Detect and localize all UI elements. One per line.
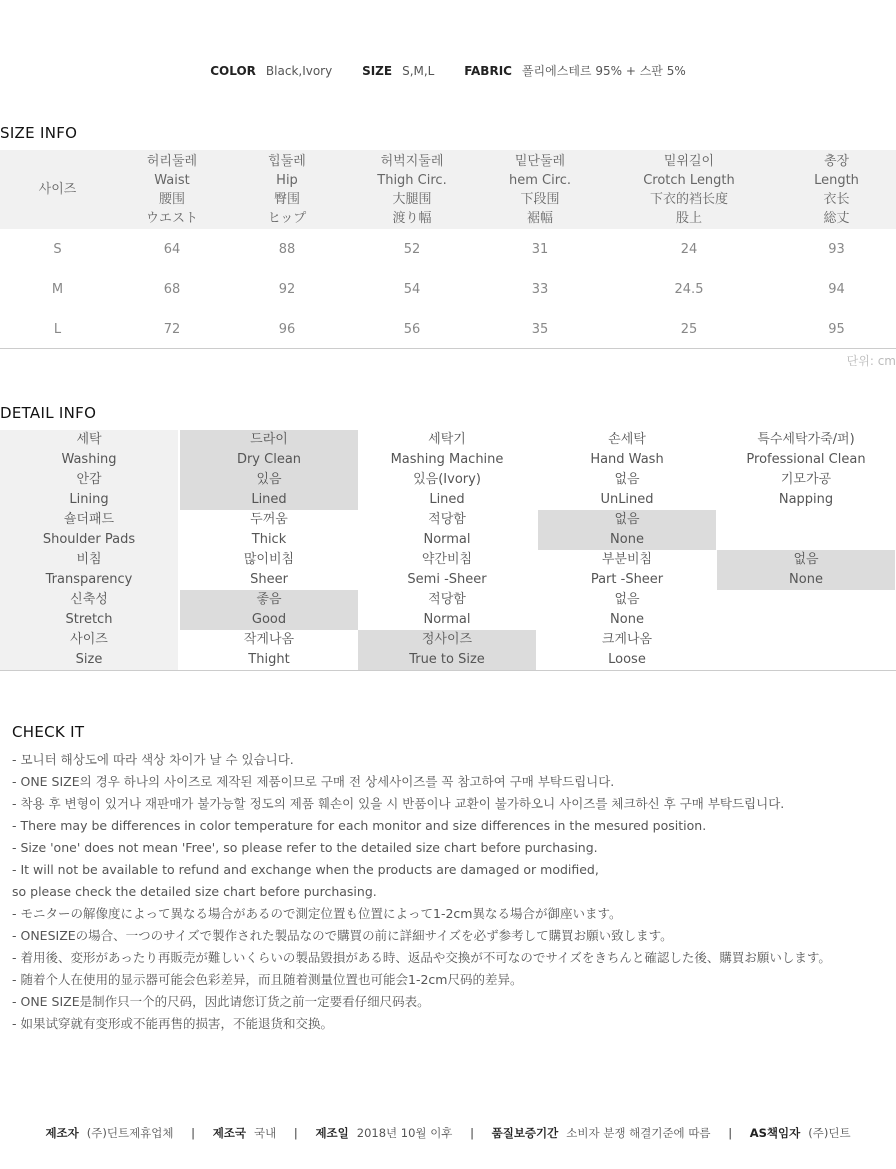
option-en: Loose [608, 652, 646, 667]
option-ko: 없음 [614, 472, 640, 487]
measure-cell: 24 [680, 242, 698, 257]
warranty-value: 소비자 분쟁 해결기준에 따름 [566, 1126, 711, 1140]
option-ko: 약간비침 [421, 552, 473, 567]
header-ko: 허리둘레 [146, 154, 198, 169]
measure-cell: 54 [403, 282, 421, 297]
header-en: hem Circ. [508, 173, 572, 188]
warranty-label: 품질보증기간 [491, 1126, 559, 1140]
option-en: Dry Clean [236, 452, 302, 467]
header-jp: ヒップ [267, 211, 307, 226]
option-en: None [610, 612, 644, 627]
size-table-bottom-line [0, 348, 896, 349]
option-ko: 드라이 [250, 432, 288, 447]
detail-option [358, 430, 536, 470]
label-ko: 숄더패드 [63, 512, 115, 527]
header-ko: 총장 [823, 154, 850, 169]
header-ko: 밑위길이 [663, 154, 715, 169]
check-it-line: - Size 'one' does not mean 'Free', so please refer to the detailed size chart before purchasing. [12, 840, 598, 855]
detail-option [358, 590, 536, 630]
detail-option [180, 630, 358, 670]
header-en: Waist [154, 173, 190, 188]
header-en: Hip [276, 173, 298, 188]
check-it-line: - There may be differences in color temperature for each monitor and size differences in the mesured position. [12, 818, 707, 833]
size-row [0, 269, 896, 309]
date-value: 2018년 10월 이후 [356, 1126, 453, 1140]
label-en: Washing [61, 452, 117, 467]
as-label: AS책임자 [749, 1126, 801, 1140]
measure-cell: 31 [531, 242, 549, 257]
country-value: 국내 [254, 1126, 277, 1140]
measure-cell: 24.5 [674, 282, 704, 297]
fabric-label: FABRIC [464, 64, 512, 78]
option-ko: 두꺼움 [250, 512, 288, 527]
detail-option [180, 510, 358, 550]
option-en: Lined [251, 492, 287, 507]
label-ko: 사이즈 [70, 632, 108, 647]
header-waist [113, 152, 231, 228]
detail-option [538, 550, 716, 590]
detail-option [358, 510, 536, 550]
measure-cell: 35 [531, 322, 549, 337]
detail-option-selected [717, 550, 895, 590]
option-en: Thight [248, 652, 290, 667]
option-en: Lined [429, 492, 465, 507]
check-it-notes [12, 749, 896, 1035]
fabric-value: 폴리에스테르 95% + 스판 5% [521, 64, 686, 78]
header-ko: 허벅지둘레 [380, 154, 444, 169]
measure-cell: 52 [403, 242, 421, 257]
option-en: Thick [251, 532, 287, 547]
check-it-title: CHECK IT [12, 723, 85, 741]
detail-option-selected [180, 470, 358, 510]
check-it-line: - ONE SIZE의 경우 하나의 사이즈로 제작된 제품이므로 구매 전 상세사이즈를 꼭 참고하여 구매 부탁드립니다. [12, 774, 615, 789]
detail-option-selected [180, 590, 358, 630]
option-en: UnLined [600, 492, 654, 507]
option-ko: 부분비침 [601, 552, 653, 567]
option-ko: 적당함 [428, 512, 466, 527]
label-ko: 세탁 [76, 432, 102, 447]
option-en: Mashing Machine [390, 452, 504, 467]
measure-cell: 94 [828, 282, 845, 297]
header-cn: 下段围 [520, 192, 560, 207]
detail-row-label [0, 510, 178, 550]
option-ko: 많이비침 [243, 552, 295, 567]
option-en: Semi -Sheer [407, 572, 487, 587]
detail-option [358, 550, 536, 590]
detail-row-label [0, 470, 178, 510]
option-ko: 있음(Ivory) [413, 472, 481, 487]
header-cn: 衣长 [823, 192, 850, 207]
option-en: True to Size [409, 652, 485, 667]
option-ko: 없음 [793, 552, 819, 567]
label-en: Shoulder Pads [42, 532, 136, 547]
option-ko: 없음 [614, 592, 640, 607]
measure-cell: 96 [278, 322, 296, 337]
option-en: Hand Wash [590, 452, 664, 467]
size-value: S,M,L [402, 64, 435, 78]
measure-cell: 33 [531, 282, 549, 297]
check-it-line: - 착용 후 변형이 있거나 재판매가 불가능할 정도의 제품 훼손이 있을 시 반품이나 교환이 불가하오니 사이즈를 체크하신 후 구매 부탁드립니다. [12, 796, 785, 811]
label-ko: 안감 [76, 472, 102, 487]
header-ko: 힙둘레 [268, 154, 306, 169]
header-jp: ウエスト [145, 211, 198, 226]
footer-separator: | [728, 1126, 733, 1140]
header-jp: 渡り幅 [392, 211, 432, 226]
detail-option-selected [538, 510, 716, 550]
header-length [777, 152, 896, 228]
option-en: None [789, 572, 823, 587]
measure-cell: 64 [163, 242, 181, 257]
measure-cell: 68 [163, 282, 181, 297]
detail-row-label [0, 590, 178, 630]
size-cell: S [53, 242, 62, 257]
option-en: Good [251, 612, 287, 627]
header-ko: 밑단둘레 [514, 154, 566, 169]
option-en: Normal [423, 532, 471, 547]
measure-cell: 92 [278, 282, 296, 297]
option-ko: 정사이즈 [421, 632, 473, 647]
detail-option [538, 470, 716, 510]
header-hip [228, 152, 346, 228]
manufacturer-footer [0, 1125, 896, 1141]
date-label: 제조일 [315, 1126, 349, 1140]
size-table-header [0, 150, 896, 229]
option-en: Part -Sheer [590, 572, 664, 587]
as-value: (주)딘트 [808, 1126, 851, 1140]
check-it-line: - 随着个人在使用的显示器可能会色彩差异，而且随着测量位置也可能会1-2cm尺码的差异。 [12, 972, 523, 987]
label-en: Transparency [45, 572, 133, 587]
detail-option [717, 470, 895, 510]
size-row [0, 309, 896, 349]
check-it-line: - It will not be available to refund and exchange when the products are damaged or modified, [12, 862, 599, 877]
option-en: Napping [778, 492, 834, 507]
check-it-line: - 着用後、変形があったり再販売が難しいくらいの製品毀損がある時、返品や交換が不可なのでサイズをきちんと確認した後、購買お願いします。 [12, 950, 831, 965]
header-en: Length [814, 173, 859, 188]
measure-cell: 93 [828, 242, 845, 257]
header-crotch [609, 152, 769, 228]
check-it-line: - ONE SIZE是制作只一个的尺码，因此请您订货之前一定要看仔细尺码表。 [12, 994, 430, 1009]
detail-option-selected [180, 430, 358, 470]
option-ko: 특수세탁가죽/퍼) [757, 432, 855, 447]
option-en: None [610, 532, 644, 547]
color-value: Black,Ivory [265, 64, 333, 78]
measure-cell: 25 [680, 322, 698, 337]
size-cell: L [53, 322, 62, 337]
detail-option [358, 470, 536, 510]
header-cn: 下衣的裆长度 [649, 192, 728, 207]
detail-option [538, 630, 716, 670]
option-ko: 좋음 [256, 592, 282, 607]
detail-option [538, 590, 716, 630]
size-header-label: 사이즈 [38, 182, 77, 197]
option-ko: 적당함 [428, 592, 466, 607]
detail-option-selected [358, 630, 536, 670]
detail-option [717, 430, 895, 470]
option-ko: 기모가공 [780, 472, 832, 487]
header-thigh [343, 152, 481, 228]
detail-option [180, 550, 358, 590]
detail-row-label [0, 550, 178, 590]
detail-row-label [0, 630, 178, 670]
option-ko: 세탁기 [428, 432, 466, 447]
header-hem [470, 152, 610, 228]
detail-info-title: DETAIL INFO [0, 404, 97, 422]
header-jp: 総丈 [823, 211, 850, 226]
header-cn: 大腿围 [392, 192, 432, 207]
header-jp: 股上 [675, 211, 702, 226]
header-en: Thigh Circ. [377, 173, 447, 188]
check-it-line: - モニターの解像度によって異なる場合があるので測定位置も位置によって1-2cm異なる場合が御座います。 [12, 906, 622, 921]
detail-table [0, 430, 896, 670]
manufacturer-value: (주)딘트제휴업체 [86, 1126, 174, 1140]
size-cell: M [51, 282, 64, 297]
label-ko: 신축성 [70, 592, 108, 607]
color-label: COLOR [210, 64, 256, 78]
measure-cell: 56 [403, 322, 421, 337]
header-cn: 腰围 [158, 192, 185, 207]
footer-separator: | [293, 1126, 298, 1140]
option-ko: 있음 [256, 472, 282, 487]
label-ko: 비침 [76, 552, 102, 567]
header-cn: 臀围 [273, 192, 300, 207]
detail-table-bottom-line [0, 670, 896, 671]
option-ko: 작게나옴 [243, 632, 295, 647]
header-en: Crotch Length [643, 173, 735, 188]
size-label: SIZE [362, 64, 393, 78]
option-ko: 손세탁 [608, 432, 646, 447]
size-row [0, 229, 896, 269]
measure-cell: 95 [828, 322, 845, 337]
option-en: Sheer [250, 572, 288, 587]
check-it-line: - 모니터 해상도에 따라 색상 차이가 날 수 있습니다. [12, 752, 294, 767]
country-label: 제조국 [212, 1126, 247, 1140]
label-en: Lining [69, 492, 109, 507]
option-en: Professional Clean [746, 452, 866, 467]
option-ko: 크게나옴 [601, 632, 653, 647]
measure-cell: 72 [163, 322, 181, 337]
label-en: Stretch [65, 612, 113, 627]
size-info-title: SIZE INFO [0, 124, 78, 142]
option-ko: 없음 [614, 512, 640, 527]
header-jp: 裾幅 [526, 211, 553, 226]
unit-note: 단위: cm [846, 354, 896, 368]
check-it-line: - 如果试穿就有变形或不能再售的损害，不能退货和交换。 [12, 1016, 333, 1031]
label-en: Size [75, 652, 103, 667]
measure-cell: 88 [278, 242, 296, 257]
footer-separator: | [191, 1126, 196, 1140]
detail-option [538, 430, 716, 470]
check-it-line: - ONESIZEの場合、一つのサイズで製作された製品なので購買の前に詳細サイズを必ず参考して購買お願い致します。 [12, 928, 673, 943]
manufacturer-label: 제조자 [45, 1126, 79, 1140]
check-it-line: so please check the detailed size chart before purchasing. [12, 884, 377, 899]
detail-row-label [0, 430, 178, 470]
footer-separator: | [470, 1126, 474, 1140]
product-spec-line [0, 62, 896, 79]
option-en: Normal [423, 612, 471, 627]
